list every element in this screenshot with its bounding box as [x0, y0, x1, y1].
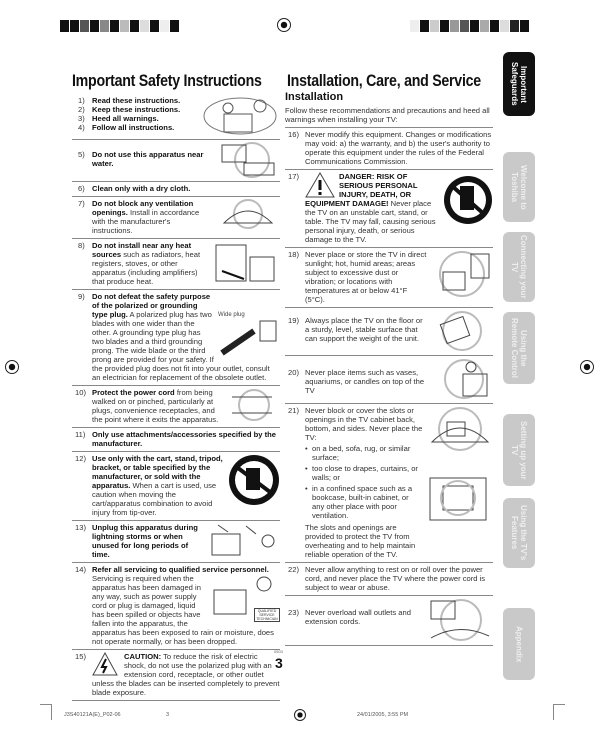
footer-date: 24/01/2005, 3:55 PM	[357, 712, 409, 718]
item-10: 10) Protect the power cord from being walked on or pinched, particularly at plugs, convenience receptacles, and the point where it exits the apparatus.	[72, 386, 280, 428]
service-technician-illustration: QUALIFIED SERVICE TECHNICIAN	[210, 574, 280, 624]
items-1-4: 1) Read these instructions. 2) Keep these instructions. 3) Heed all warnings. 4) Follow all instructions.	[72, 94, 280, 140]
item-9: 9) Wide plug Do not defeat the safety purpose of the polarized or grounding type plug. A polarized plug has two blades with one wider than the other. A grounding type plug has two blades and a third grounding prong. The wide blade or the third prong are provided for your safety. If the provided plug does not fit into your outlet, consult an electrician for replacement of the obsolete outlet.	[72, 290, 280, 386]
reading-people-illustration	[200, 96, 280, 136]
bullet-item: • in a confined space such as a bookcase, built-in cabinet, or any other place with poor ventilation.	[305, 484, 413, 520]
item-6: 6) Clean only with a dry cloth.	[72, 182, 280, 197]
tab-setting-up-your-tv[interactable]: Setting up your TV	[503, 414, 535, 486]
installation-intro: Follow these recommendations and precautions and heed all warnings when installing your TV:	[285, 104, 493, 128]
polarized-plug-illustration	[218, 319, 280, 357]
safety-title: Important Safety Instructions	[72, 72, 262, 90]
page-number: 3	[275, 655, 283, 671]
tv-near-heater-illustration	[210, 241, 280, 285]
color-registration-bar-right	[410, 20, 530, 32]
tv-near-water-illustration	[216, 142, 280, 178]
registration-mark-top	[277, 18, 291, 32]
cart-tipover-warning-icon	[228, 454, 280, 506]
crop-mark-right	[553, 704, 565, 720]
tab-welcome-to-toshiba[interactable]: Welcome to Toshiba	[503, 152, 535, 222]
item-21-illustrations	[427, 406, 493, 526]
registration-mark-left	[5, 360, 19, 374]
item-12: 12) Use only with the cart, stand, tripod, bracket, or table specified by the manufacturer, or sold with the apparatus. When a cart is used, use caution when moving the cart/apparatus combination to avoid injury from tip-over.	[72, 452, 280, 521]
color-registration-bar-left	[60, 20, 180, 32]
danger-warning-icon	[305, 172, 335, 198]
registration-mark-bottom	[294, 709, 306, 721]
electric-shock-warning-icon	[92, 652, 118, 676]
bullet-item: • too close to drapes, curtains, or walls; or	[305, 464, 418, 482]
power-cord-illustration	[228, 388, 280, 422]
tv-in-cabinet-illustration	[427, 474, 489, 524]
safety-column	[72, 94, 280, 701]
registration-mark-right	[580, 360, 594, 374]
item-11: 11) Only use attachments/accessories specified by the manufacturer.	[72, 428, 280, 452]
item-8: 8) Do not install near any heat sources such as radiators, heat registers, stoves, or other apparatus (including amplifiers) that produce heat.	[72, 239, 280, 290]
wide-plug-label: Wide plug	[218, 312, 245, 318]
item-17: 17) DANGER: RISK OF SERIOUS PERSONAL INJURY, DEATH, OR EQUIPMENT DAMAGE! Never place the TV on an unstable cart, stand, or table. The TV may fall, causing serious personal injury, death, or serious damage to the TV.	[285, 170, 493, 248]
vase-on-tv-illustration	[435, 358, 493, 400]
footer-file-name: J3S40121A(E)_P02-06	[64, 712, 121, 718]
item-22: 22) Never allow anything to rest on or roll over the power cord, and never place the TV where the power cord is subject to wear or abuse.	[285, 563, 493, 596]
lightning-storm-illustration	[204, 523, 280, 557]
sunlight-tv-illustration	[431, 250, 493, 298]
tilted-tv-illustration	[431, 310, 493, 352]
item-14: 14) Refer all servicing to qualified service personnel. QUALIFIED SERVICE TECHNICIAN Servicing is required when the apparatus has been damaged in any way, such as power supply cord or plug is damaged, liquid has been spilled or objects have fallen into the apparatus, the apparatus has been exposed to rain or moisture, does not operate normally, or has been dropped.	[72, 563, 280, 650]
item-15: 15) CAUTION: To reduce the risk of electric shock, do not use the polarized plug with an extension cord, receptacle, or other outlet unless the blades can be inserted completely to prevent blade exposure.	[72, 650, 280, 701]
item-13: 13) Unplug this apparatus during lightning storms or when unused for long periods of time.	[72, 521, 280, 563]
item-16: 16) Never modify this equipment. Changes or modifications may void: a) the warranty, and b) the user's authority to operate this equipment under the rules of the Federal Communications Commission.	[285, 128, 493, 170]
covered-tv-illustration	[216, 199, 280, 229]
tab-using-tv-features[interactable]: Using the TV's Features	[503, 498, 535, 568]
item-20: 20) Never place items such as vases, aquariums, or candles on top of the TV	[285, 356, 493, 404]
tab-using-remote-control[interactable]: Using the Remote Control	[503, 312, 535, 384]
item-5: 5) Do not use this apparatus near water.	[72, 140, 280, 182]
item-19: 19) Always place the TV on the floor or a sturdy, level, stable surface that can support the weight of the unit.	[285, 308, 493, 356]
footer-page: 3	[166, 712, 170, 718]
item-7: 7) Do not block any ventilation openings. Install in accordance with the manufacturer's instructions.	[72, 197, 280, 239]
tab-appendix[interactable]: Appendix	[503, 608, 535, 680]
item-18: 18) Never place or store the TV in direct sunlight; hot, humid areas; areas subject to excessive dust or vibration; or locations with temperatures at or below 41°F (5°C).	[285, 248, 493, 308]
tab-important-safeguards[interactable]: Important Safeguards	[503, 52, 535, 116]
overloaded-outlet-illustration	[423, 598, 493, 642]
tab-connecting-your-tv[interactable]: Connecting your TV	[503, 232, 535, 302]
installation-title: Installation, Care, and Service	[287, 72, 481, 90]
bullet-item: • on a bed, sofa, rug, or similar surface;	[305, 444, 411, 462]
installation-subtitle: Installation	[285, 91, 344, 103]
installation-column	[285, 93, 493, 646]
unstable-cart-warning-icon	[443, 172, 493, 228]
item-23: 23) Never overload wall outlets and extension cords.	[285, 596, 493, 646]
polarized-plug-figure	[218, 312, 280, 359]
tv-on-sofa-illustration	[427, 406, 493, 452]
item-21: 21) Never block or cover the slots or openings in the TV cabinet back, bottom, and sides. Never place the TV: • on a bed, sofa, rug, or similar surface; • too close to drapes, curtains, or walls; or • in a confined space such as a bookcase, built-in cabinet, or any other place with poor ventilation. The slots and openings are provided to protect the TV from overheating and to help maintain reliable operation of the TV.	[285, 404, 493, 563]
page-code: 0503	[274, 649, 283, 654]
crop-mark-left	[40, 704, 52, 720]
